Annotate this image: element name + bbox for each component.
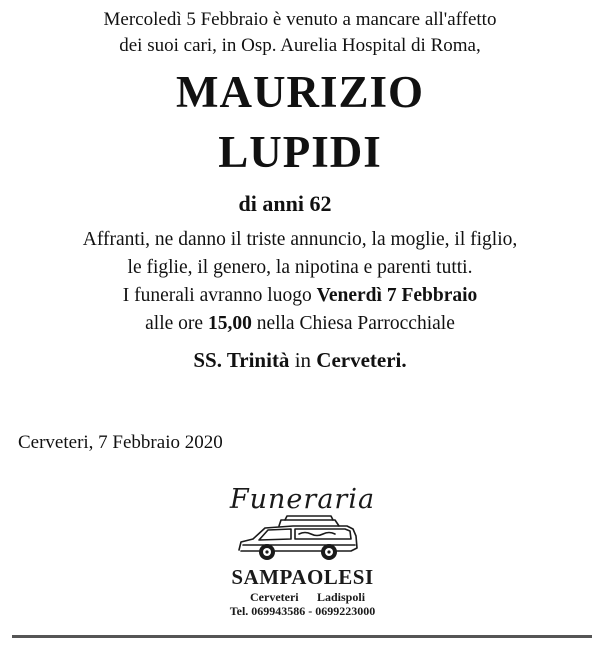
church-line	[0, 344, 600, 376]
church-in: in	[289, 348, 317, 372]
intro-line-2: dei suoi cari, in Osp. Aurelia Hospital di Roma,	[119, 35, 481, 56]
deceased-age: di anni 62	[238, 191, 332, 216]
time-suffix: nella Chiesa Parrocchiale	[251, 313, 455, 334]
bottom-divider	[12, 635, 592, 638]
logo-phones: Tel. 069943586 - 0699223000	[229, 604, 376, 618]
logo-brand: SAMPAOLESI	[231, 565, 374, 589]
funeral-prefix: I funerali avranno luogo	[122, 285, 317, 306]
logo-town-2: Ladispoli	[317, 590, 366, 604]
intro-line-1: Mercoledì 5 Febbraio è venuto a mancare all'affetto	[103, 9, 497, 30]
hearse-icon	[235, 514, 365, 564]
funeral-home-logo	[205, 470, 400, 630]
intro-text	[0, 7, 600, 59]
logo-title: Funeraria	[229, 484, 376, 515]
deceased-last-name: LUPIDI	[218, 127, 382, 177]
deceased-first-name: MAURIZIO	[175, 67, 424, 117]
logo-town-1: Cerveteri	[250, 590, 299, 604]
funeral-date: Venerdì 7 Febbraio	[316, 285, 478, 306]
church-town: Cerveteri.	[316, 348, 407, 372]
announcement-line-1: Affranti, ne danno il triste annuncio, la moglie, il figlio,	[82, 229, 518, 250]
announcement-text	[0, 226, 600, 376]
funeral-time: 15,00	[207, 313, 252, 334]
time-prefix: alle ore	[145, 313, 208, 334]
church-name: SS. Trinità	[193, 348, 290, 372]
announcement-line-2: le figlie, il genero, la nipotina e parenti tutti.	[127, 257, 473, 278]
place-date: Cerveteri, 7 Febbraio 2020	[18, 432, 223, 453]
funeral-date-line	[0, 282, 600, 310]
funeral-time-line	[0, 310, 600, 338]
